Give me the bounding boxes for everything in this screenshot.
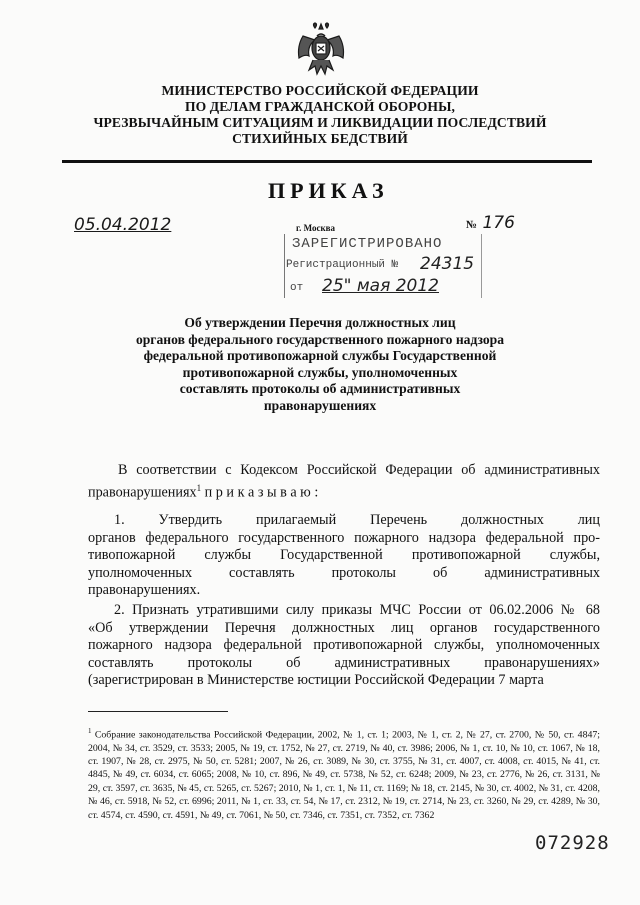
footnote-text: Собрание законодательства Российской Федерации, 2002, № 1, ст. 1; 2003, № 1, ст. 2, № 27, ст. 2700, № 50, ст. 4847; 2004, № 34, ст. 3529, ст. 3533; 2005, № 19, ст. 1752, № 27, ст. 2719, № 40, ст. 3986; 2006, № 1, ст. 10, № 10, ст. 1067, № 18, ст. 1907, № 28, ст. 2975, № 50, ст. 5281; 2007, № 26, ст. 3089, № 30, ст. 3755, № 31, ст. 4007, ст. 4008, ст. 4015, № 41, ст. 4845, № 49, ст. 6034, ст. 6065; 2008, № 10, ст. 896, № 49, ст. 5738, № 52, ст. 6248; 2009, № 23, ст. 2776, № 26, ст. 3131, № 29, ст. 3597, ст. 3635, № 45, ст. 5265, ст. 5267; 2010, № 1, ст. 1, № 11, ст. 1169; № 18, ст. 2145, № 30, ст. 4002, № 31, ст. 4208, № 46, ст. 5918, № 52, ст. 6996; 2011, № 1, ст. 33, ст. 54, № 17, ст. 2312, № 19, ст. 2714, № 23, ст. 3260, № 29, ст. 4289, № 30, ст. 4574, ст. 4590, ст. 4591, № 49, ст. 7061, № 50, ст. 7346, ст. 7351, ст. 7352, ст. 7362 — [88, 729, 600, 821]
intro-text: правонарушениях — [88, 484, 197, 501]
coat-of-arms-icon — [295, 22, 347, 78]
subject-line: федеральной противопожарной службы Государственной — [143, 348, 497, 363]
number-sign: № — [466, 219, 478, 231]
ministry-line: МИНИСТЕРСТВО РОССИЙСКОЙ ФЕДЕРАЦИИ — [161, 83, 479, 98]
subject-line: органов федерального государственного пожарного надзора — [135, 331, 505, 347]
intro-line: В соответствии с Кодексом Российской Федерации об административных — [118, 462, 600, 478]
stamp-date-prefix: от — [290, 282, 304, 294]
subject-line: правонарушениях — [263, 397, 377, 413]
subject-line: противопожарной службы, уполномоченных — [182, 364, 458, 380]
item-2-line: 2. Признать утратившими силу приказы МЧС России от 06.02.2006 № 68 — [114, 602, 600, 618]
order-number — [466, 213, 515, 233]
intro-order-word: п р и к а з ы в а ю : — [201, 484, 319, 501]
order-date: 05.04.2012 — [74, 215, 172, 235]
footnote-marker: 1 — [88, 727, 92, 735]
stamp-registered-label: ЗАРЕГИСТРИРОВАНО — [292, 236, 443, 252]
item-2-line: «Об утверждении Перечня должностных лиц органов государственного — [88, 619, 600, 636]
stamp-date-value: 25" мая 2012 — [322, 276, 439, 296]
ministry-line: ПО ДЕЛАМ ГРАЖДАНСКОЙ ОБОРОНЫ, — [184, 99, 456, 114]
footnote-ref: 1 — [196, 482, 202, 493]
item-2-line: (зарегистрирован в Министерстве юстиции Российской Федерации 7 марта — [88, 672, 544, 688]
order-city: г. Москва — [296, 223, 335, 233]
ministry-line: ЧРЕЗВЫЧАЙНЫМ СИТУАЦИЯМ И ЛИКВИДАЦИИ ПОСЛЕДСТВИЙ — [93, 115, 547, 130]
item-2-line: пожарного надзора федеральной противопожарной службы, уполномоченных — [88, 637, 600, 653]
footnote-rule — [88, 711, 228, 712]
stamp-reg-label: Регистрационный № — [286, 259, 399, 271]
item-1-line: уполномоченных составлять протоколы об административных — [88, 564, 600, 581]
item-1-line: 1. Утвердить прилагаемый Перечень должностных лиц — [114, 512, 600, 528]
footnote — [88, 725, 600, 822]
serial-number: 072928 — [535, 832, 610, 854]
subject-line: Об утверждении Перечня должностных лиц — [184, 315, 456, 330]
item-1-line: тивопожарной службы Государственной противопожарной службы, — [88, 547, 600, 563]
order-subject — [110, 315, 530, 414]
intro-line — [88, 480, 600, 502]
subject-line: составлять протоколы об административных — [179, 381, 461, 396]
item-2-paragraph — [88, 602, 600, 690]
intro-paragraph — [88, 462, 600, 502]
ministry-name — [90, 83, 550, 147]
order-number-value: 176 — [482, 213, 515, 233]
registration-stamp — [282, 232, 484, 300]
item-1-paragraph — [88, 512, 600, 600]
item-2-line: составлять протоколы об административных правонарушениях» — [88, 654, 600, 671]
ministry-line: СТИХИЙНЫХ БЕДСТВИЙ — [232, 131, 408, 146]
stamp-reg-number: 24315 — [420, 254, 475, 274]
item-1-line: правонарушениях. — [88, 582, 201, 598]
item-1-line: органов федерального государственного пожарного надзора федеральной про- — [88, 529, 600, 546]
order-title: ПРИКАЗ — [268, 178, 389, 203]
header-rule — [62, 160, 592, 163]
